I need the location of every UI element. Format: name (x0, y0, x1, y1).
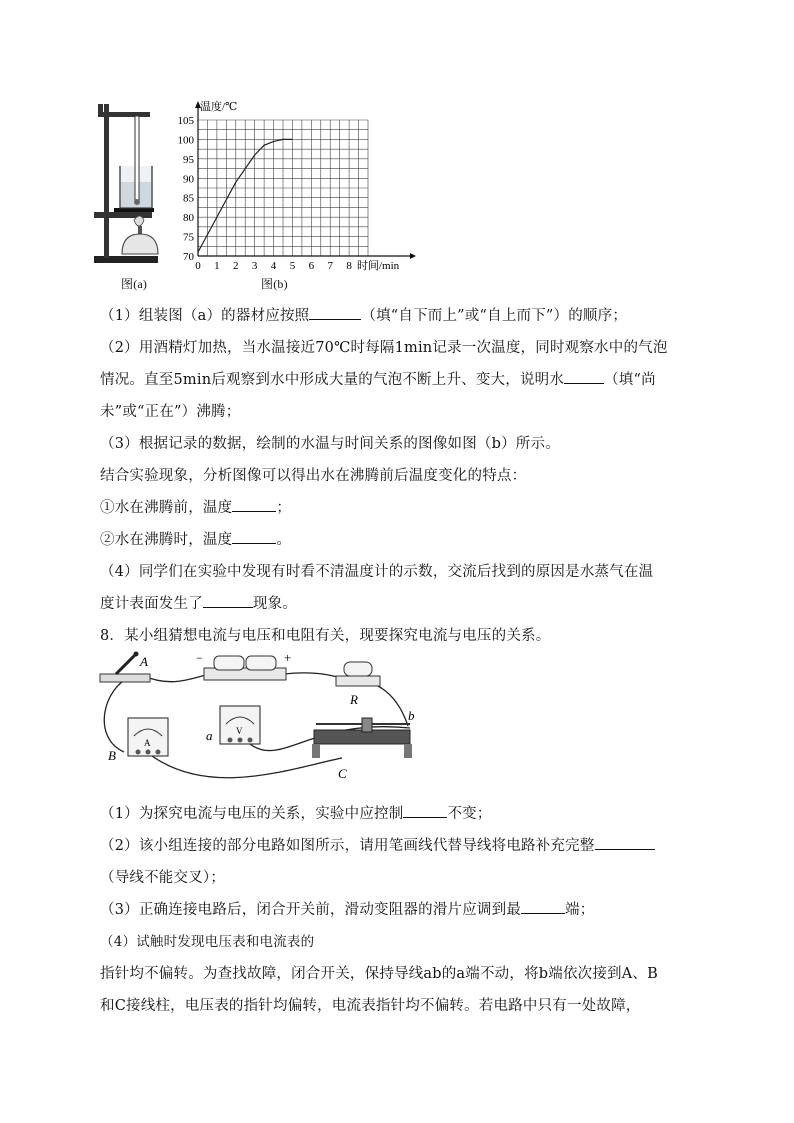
figure-a-apparatus (92, 96, 164, 292)
alcohol-lamp (122, 234, 158, 254)
rheostat (312, 718, 412, 758)
voltmeter-symbol: V (236, 726, 243, 736)
x-axis-label: 时间/min (357, 260, 400, 272)
x-tick-label: 5 (289, 260, 296, 272)
y-tick-label: 75 (183, 231, 194, 244)
q7-part2-line2: 情况。直至5min后观察到水中形成大量的气泡不断上升、变大，说明水 (100, 372, 565, 388)
q7-part2-line3: 未”或“正在”）沸腾； (100, 404, 241, 420)
y-tick-label: 100 (177, 134, 194, 147)
q7-during-boiling: ②水在沸腾时，温度 (100, 532, 233, 548)
q7-before-boiling: ①水在沸腾前，温度 (100, 500, 233, 516)
q8-title: 8．某小组猜想电流与电压和电阻有关，现要探究电流与电压的关系。 (100, 628, 551, 644)
q8-part3-tail: 端； (565, 902, 595, 918)
figure-a-caption: 图(a) (121, 277, 148, 291)
x-tick-label: 6 (308, 260, 315, 272)
x-tick-label: 8 (346, 260, 352, 272)
q8-part3-text: （3）正确连接电路后，闭合开关前，滑动变阻器的滑片应调到最 (100, 902, 522, 918)
thermometer (135, 116, 139, 202)
battery-plus: + (284, 650, 292, 665)
q7-analysis-text: 结合实验现象，分析图像可以得出水在沸腾前后温度变化的特点： (100, 468, 527, 484)
answer-blank[interactable] (309, 305, 361, 320)
q8-part4-line3: 和C接线柱，电压表的指针均偏转，电流表指针均不偏转。若电路中只有一处故障， (100, 998, 641, 1014)
x-tick-label: 7 (327, 260, 333, 272)
punctuation: 。 (276, 532, 292, 548)
answer-blank[interactable] (521, 899, 565, 914)
circuit-diagram (92, 648, 432, 788)
chart-grid (195, 101, 416, 259)
y-tick-label: 95 (183, 153, 194, 166)
figure-b-caption: 图(b) (261, 277, 288, 291)
y-axis-label: 温度/℃ (200, 101, 238, 113)
x-axis-arrow (410, 253, 416, 259)
label-C: C (338, 766, 347, 781)
figure-b-chart (170, 96, 420, 272)
label-R: R (350, 692, 358, 707)
q8-part1-text: （1）为探究电流与电压的关系，实验中应控制 (100, 806, 404, 822)
ammeter (128, 718, 168, 756)
label-A: A (140, 654, 148, 669)
label-B: B (108, 748, 116, 763)
answer-blank[interactable] (232, 529, 276, 544)
q8-part4-line2: 指针均不偏转。为查找故障，闭合开关，保持导线ab的a端不动，将b端依次接到A、B (100, 966, 658, 982)
y-tick-label: 90 (183, 173, 194, 186)
punctuation: ； (276, 500, 292, 516)
q7-part2-tail: （填“尚 (604, 372, 656, 388)
x-tick-label: 2 (233, 260, 239, 272)
stand-base (94, 256, 158, 263)
q7-part4-tail: 现象。 (252, 596, 298, 612)
q7-part1-tail: （填“自下而上”或“自上而下”）的顺序； (361, 308, 628, 324)
answer-blank[interactable] (203, 593, 253, 608)
q8-part2-note: （导线不能交叉）； (100, 870, 226, 886)
answer-blank[interactable] (403, 803, 447, 818)
answer-blank[interactable] (232, 497, 276, 512)
ammeter-symbol: A (144, 738, 151, 748)
x-tick-label: 4 (270, 260, 277, 272)
battery-minus: − (196, 651, 203, 665)
q7-part4-line1: （4）同学们在实验中发现有时看不清温度计的示数，交流后找到的原因是水蒸气在温 (100, 564, 654, 580)
y-tick-label: 70 (183, 251, 194, 263)
answer-blank[interactable] (564, 369, 604, 384)
wire (374, 684, 408, 726)
q7-part2-line1: （2）用酒精灯加热，当水温接近70℃时每隔1min记录一次温度，同时观察水中的气泡 (100, 340, 668, 356)
x-tick-label: 0 (195, 260, 201, 272)
battery-holder (204, 656, 286, 680)
y-tick-label: 105 (177, 115, 194, 127)
q8-part1-tail: 不变； (447, 806, 492, 822)
x-tick-label: 1 (214, 260, 220, 272)
q8-part4-line1: （4）试触时发现电压表和电流表的 (100, 934, 315, 950)
q7-part4-line2: 度计表面发生了 (100, 596, 203, 612)
voltmeter (220, 706, 260, 744)
q7-part3-text: （3）根据记录的数据，绘制的水温与时间关系的图像如图（b）所示。 (100, 436, 560, 452)
y-tick-label: 85 (183, 192, 194, 205)
answer-blank[interactable] (595, 835, 655, 850)
resistor-R (336, 662, 380, 686)
q7-part1-text: （1）组装图（a）的器材应按照 (100, 308, 310, 324)
wire (152, 756, 342, 778)
wire (144, 674, 210, 682)
label-b: b (408, 708, 415, 723)
y-tick-label: 80 (183, 212, 194, 225)
stand-rod (104, 104, 109, 258)
label-a: a (206, 728, 213, 743)
q8-part2-text: （2）该小组连接的部分电路如图所示，请用笔画线代替导线将电路补充完整 (100, 838, 595, 854)
x-tick-label: 3 (251, 260, 258, 272)
